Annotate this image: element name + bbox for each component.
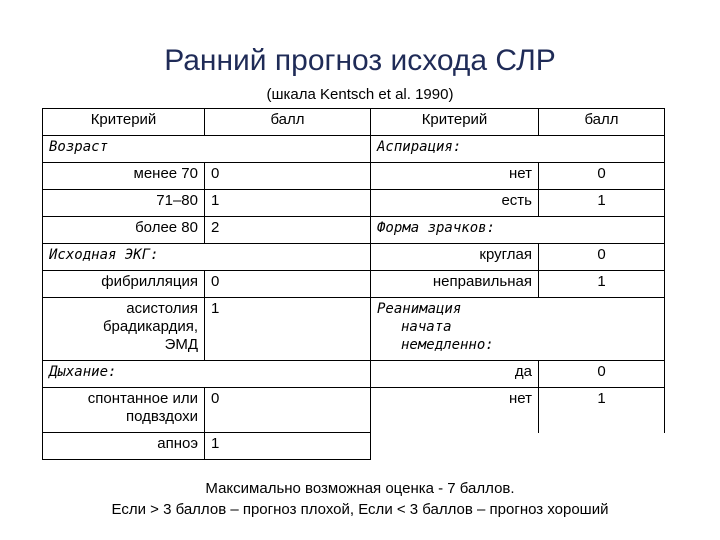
- kentsch-score-table: [42, 108, 665, 460]
- footer-max-score: Максимально возможная оценка - 7 баллов.: [205, 480, 515, 497]
- section-breathing: Дыхание:: [43, 361, 205, 388]
- breathing-label-line: подвздохи: [125, 408, 198, 425]
- age-label: менее 70: [43, 163, 205, 190]
- table-row: [43, 361, 665, 388]
- table-header-row: [43, 109, 665, 136]
- table-row: [43, 190, 665, 217]
- aspiration-label: нет: [371, 163, 539, 190]
- empty-cell: [205, 136, 371, 163]
- reanimation-line: немедленно:: [401, 337, 494, 353]
- breathing-label-multiline: [43, 388, 205, 433]
- section-pupils: Форма зрачков:: [371, 217, 539, 244]
- age-score: 0: [205, 163, 371, 190]
- page-subtitle: (шкала Kentsch et al. 1990): [266, 86, 454, 103]
- section-age: Возраст: [43, 136, 205, 163]
- reanimation-score: 1: [539, 388, 665, 433]
- reanimation-label: нет: [371, 388, 539, 433]
- pupil-score: 0: [539, 244, 665, 271]
- table-row: [43, 433, 665, 460]
- age-score: 1: [205, 190, 371, 217]
- ecg-label-line: асистолия: [126, 300, 198, 317]
- age-label: более 80: [43, 217, 205, 244]
- ecg-label: фибрилляция: [43, 271, 205, 298]
- table-row: [43, 244, 665, 271]
- header-score-right: балл: [539, 109, 665, 136]
- pupil-score: 1: [539, 271, 665, 298]
- footer-prognosis: Если > 3 баллов – прогноз плохой, Если < 3 баллов – прогноз хороший: [111, 501, 609, 518]
- empty-cell: [539, 136, 665, 163]
- empty-cell: [539, 217, 665, 244]
- header-criterion-right: Критерий: [371, 109, 539, 136]
- empty-cell: [205, 361, 371, 388]
- page-title: Ранний прогноз исхода СЛР: [164, 44, 556, 77]
- aspiration-label: есть: [371, 190, 539, 217]
- breathing-score: 1: [205, 433, 371, 460]
- section-reanimation: [371, 298, 539, 361]
- header-criterion-left: Критерий: [43, 109, 205, 136]
- pupil-label: круглая: [371, 244, 539, 271]
- table-row: [43, 388, 665, 433]
- breathing-label-line: спонтанное или: [87, 390, 198, 407]
- empty-cell: [371, 433, 539, 460]
- empty-cell: [205, 244, 371, 271]
- aspiration-score: 1: [539, 190, 665, 217]
- section-aspiration: Аспирация:: [371, 136, 539, 163]
- ecg-label-line: брадикардия,: [102, 318, 198, 335]
- age-label: 71–80: [43, 190, 205, 217]
- breathing-label: апноэ: [43, 433, 205, 460]
- reanimation-label: да: [371, 361, 539, 388]
- empty-cell: [539, 433, 665, 460]
- header-score-left: балл: [205, 109, 371, 136]
- ecg-score: 1: [205, 298, 371, 361]
- table-row: [43, 217, 665, 244]
- reanimation-line: Реанимация: [377, 301, 462, 317]
- age-score: 2: [205, 217, 371, 244]
- ecg-label-multiline: [43, 298, 205, 361]
- empty-cell: [539, 298, 665, 361]
- reanimation-line: начата: [401, 319, 452, 335]
- ecg-label-line: ЭМД: [164, 336, 198, 353]
- table-row: [43, 271, 665, 298]
- reanimation-score: 0: [539, 361, 665, 388]
- pupil-label: неправильная: [371, 271, 539, 298]
- table-row: [43, 298, 665, 361]
- aspiration-score: 0: [539, 163, 665, 190]
- section-ecg: Исходная ЭКГ:: [43, 244, 205, 271]
- ecg-score: 0: [205, 271, 371, 298]
- breathing-score: 0: [205, 388, 371, 433]
- table-row: [43, 163, 665, 190]
- table-row: [43, 136, 665, 163]
